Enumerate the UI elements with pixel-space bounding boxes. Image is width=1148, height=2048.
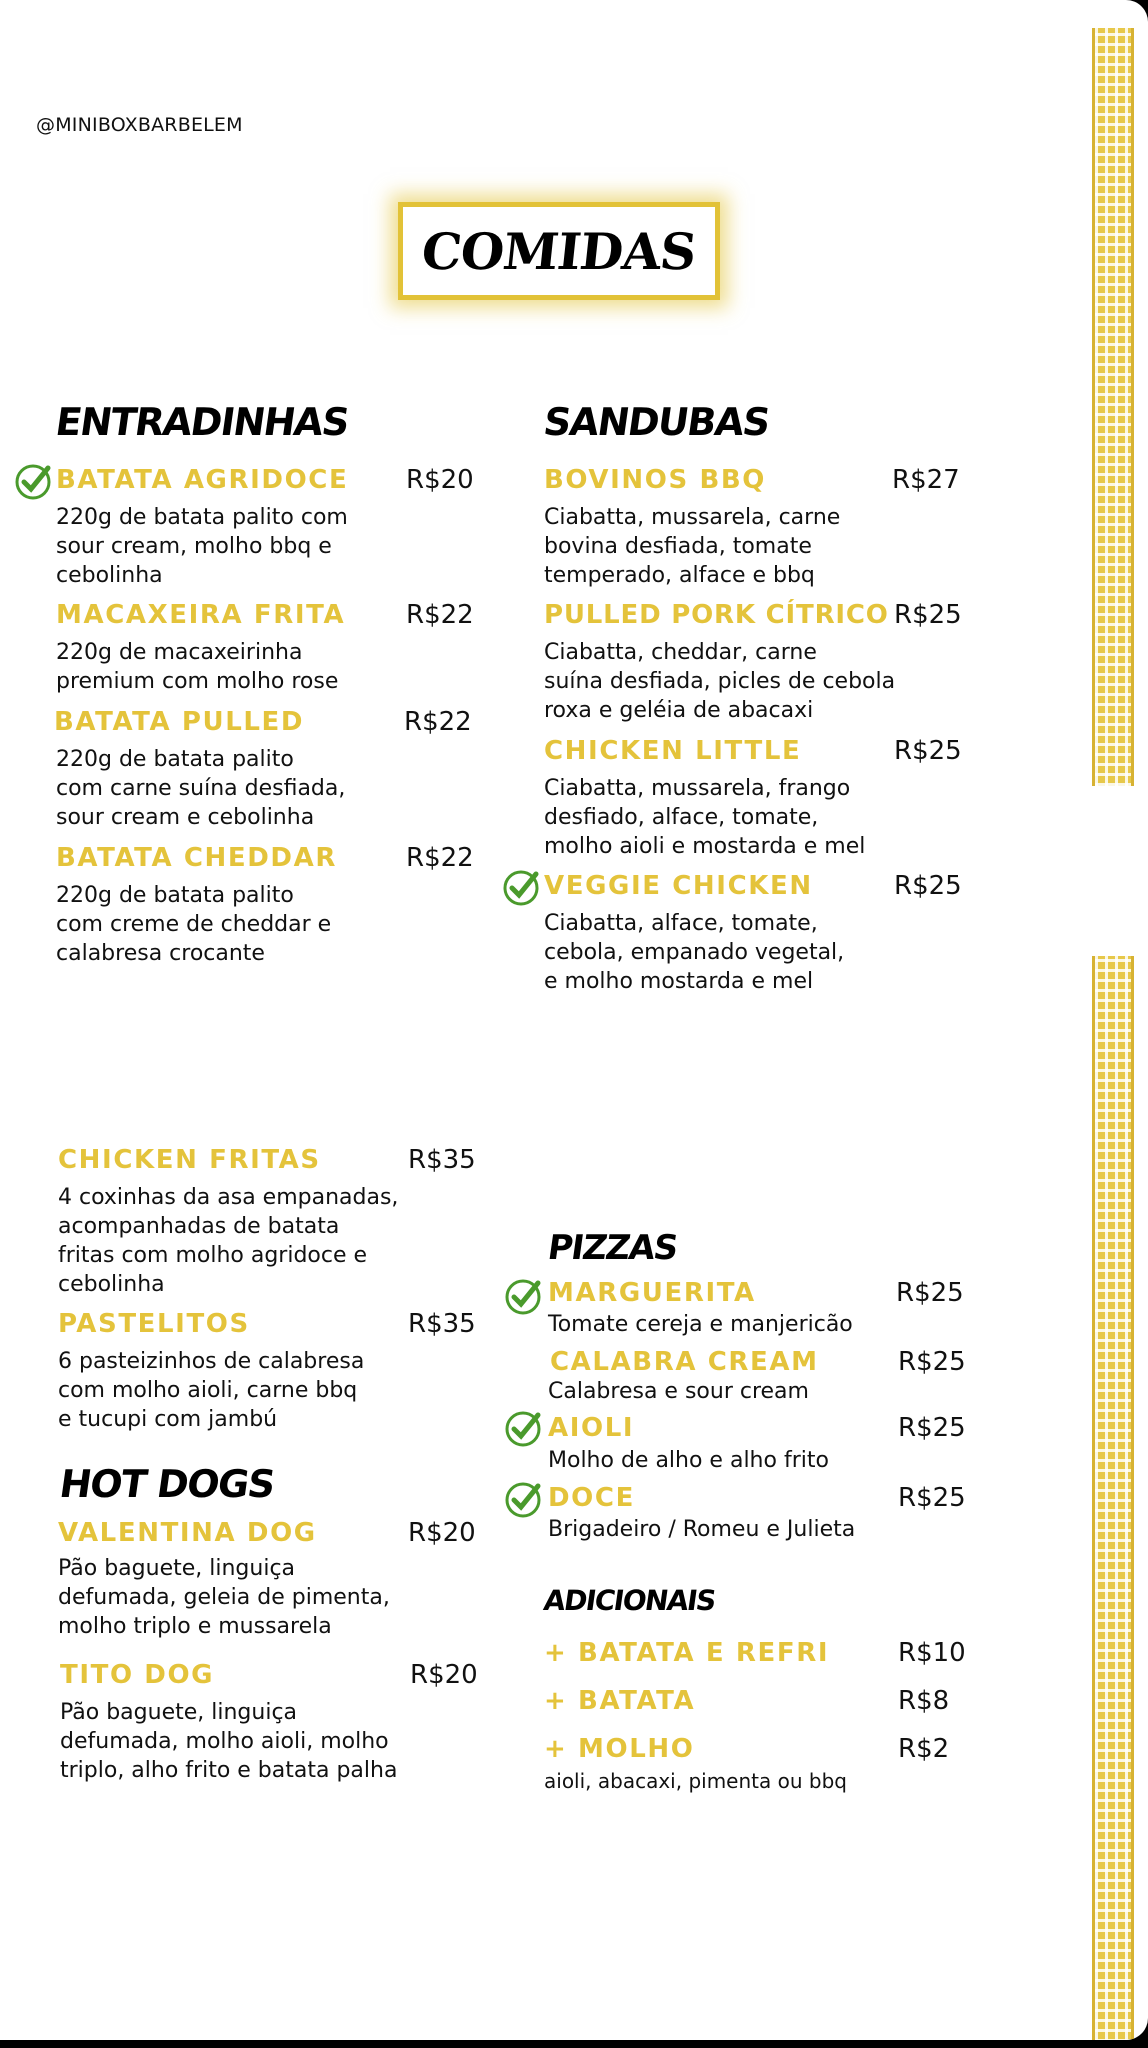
menu-item-price: R$25	[894, 871, 962, 901]
menu-item-price: R$22	[404, 707, 472, 737]
menu-item-desc: Ciabatta, mussarela, frango desfiado, alface, tomate, molho aioli e mostarda e mel	[544, 776, 866, 859]
menu-item-name: + BATATA E REFRI	[544, 1638, 830, 1668]
section-title-sandubas: SANDUBAS	[540, 400, 772, 444]
menu-item-desc: 220g de batata palito com creme de cheddar e calabresa crocante	[56, 883, 332, 966]
menu-item-name: BATATA CHEDDAR	[56, 843, 337, 873]
menu-item-price: R$22	[406, 843, 474, 873]
menu-item-price: R$20	[406, 465, 474, 495]
menu-item-desc: 6 pasteizinhos de calabresa com molho aioli, carne bbq e tucupi com jambú	[58, 1349, 365, 1432]
menu-item-name: BATATA PULLED	[54, 707, 305, 737]
menu-item-price: R$25	[898, 1413, 966, 1443]
menu-item-price: R$2	[898, 1734, 950, 1764]
menu-item-price: R$25	[894, 736, 962, 766]
menu-item-name: AIOLI	[548, 1413, 635, 1443]
greek-key-border-bottom	[1092, 956, 1134, 2040]
menu-item-desc: 4 coxinhas da asa empanadas, acompanhadas de batata fritas com molho agridoce e cebolinha	[58, 1185, 399, 1297]
menu-item-name: BATATA AGRIDOCE	[56, 465, 349, 495]
menu-item-name: MACAXEIRA FRITA	[56, 600, 346, 630]
menu-item-price: R$25	[894, 600, 962, 630]
menu-item-price: R$25	[898, 1483, 966, 1513]
menu-item-name: PULLED PORK CÍTRICO	[544, 600, 889, 630]
menu-item-price: R$8	[898, 1686, 950, 1716]
menu-item-desc: Ciabatta, cheddar, carne suína desfiada, picles de cebola roxa e geléia de abacaxi	[544, 640, 896, 723]
menu-item-desc: aioli, abacaxi, pimenta ou bbq	[544, 1769, 847, 1793]
menu-item-name: BOVINOS BBQ	[544, 465, 766, 495]
menu-item-desc: 220g de batata palito com carne suína desfiada, sour cream e cebolinha	[56, 747, 346, 830]
menu-item-name: TITO DOG	[60, 1660, 215, 1690]
menu-item-price: R$27	[892, 465, 960, 495]
greek-key-border-top	[1092, 28, 1134, 786]
menu-item-price: R$25	[898, 1347, 966, 1377]
menu-item-desc: 220g de macaxeirinha premium com molho rose	[56, 640, 339, 694]
menu-item-desc: Molho de alho e alho frito	[548, 1448, 829, 1473]
menu-item-price: R$35	[408, 1145, 476, 1175]
menu-item-name: + MOLHO	[544, 1734, 695, 1764]
menu-item-name: + BATATA	[544, 1686, 696, 1716]
section-title-hot-dogs: HOT DOGS	[56, 1462, 277, 1506]
menu-item-name: DOCE	[548, 1483, 635, 1513]
menu-item-price: R$10	[898, 1638, 966, 1668]
menu-item-desc: 220g de batata palito com sour cream, molho bbq e cebolinha	[56, 505, 348, 588]
menu-item-price: R$35	[408, 1309, 476, 1339]
title-banner	[398, 202, 720, 300]
menu-item-price: R$20	[410, 1660, 478, 1690]
menu-item-price: R$25	[896, 1278, 964, 1308]
section-title-pizzas: PIZZAS	[545, 1228, 680, 1268]
menu-item-price: R$22	[406, 600, 474, 630]
menu-item-name: VALENTINA DOG	[58, 1518, 317, 1548]
menu-item-name: CHICKEN LITTLE	[544, 736, 802, 766]
menu-item-desc: Ciabatta, alface, tomate, cebola, empanado vegetal, e molho mostarda e mel	[544, 911, 845, 994]
menu-item-name: CALABRA CREAM	[550, 1347, 819, 1377]
menu-item-desc: Tomate cereja e manjericão	[548, 1312, 853, 1337]
veggie-leaf-icon	[502, 869, 540, 907]
menu-item-name: MARGUERITA	[548, 1278, 756, 1308]
instagram-handle[interactable]: @MINIBOXBARBELEM	[36, 114, 243, 136]
menu-item-desc: Pão baguete, linguiça defumada, geleia de pimenta, molho triplo e mussarela	[58, 1556, 390, 1639]
menu-item-price: R$20	[408, 1518, 476, 1548]
menu-item-name: CHICKEN FRITAS	[58, 1145, 321, 1175]
section-title-adicionais: ADICIONAIS	[541, 1584, 718, 1617]
section-title-entradinhas: ENTRADINHAS	[52, 400, 352, 444]
veggie-leaf-icon	[504, 1481, 542, 1519]
menu-item-desc: Brigadeiro / Romeu e Julieta	[548, 1517, 856, 1542]
veggie-leaf-icon	[504, 1278, 542, 1316]
menu-item-desc: Pão baguete, linguiça defumada, molho aioli, molho triplo, alho frito e batata palha	[60, 1700, 398, 1783]
veggie-leaf-icon	[504, 1410, 542, 1448]
menu-item-name: PASTELITOS	[58, 1309, 250, 1339]
menu-item-desc: Calabresa e sour cream	[548, 1379, 809, 1404]
page-title: COMIDAS	[419, 221, 699, 281]
menu-item-name: VEGGIE CHICKEN	[544, 871, 813, 901]
veggie-leaf-icon	[14, 463, 52, 501]
menu-item-desc: Ciabatta, mussarela, carne bovina desfiada, tomate temperado, alface e bbq	[544, 505, 841, 588]
